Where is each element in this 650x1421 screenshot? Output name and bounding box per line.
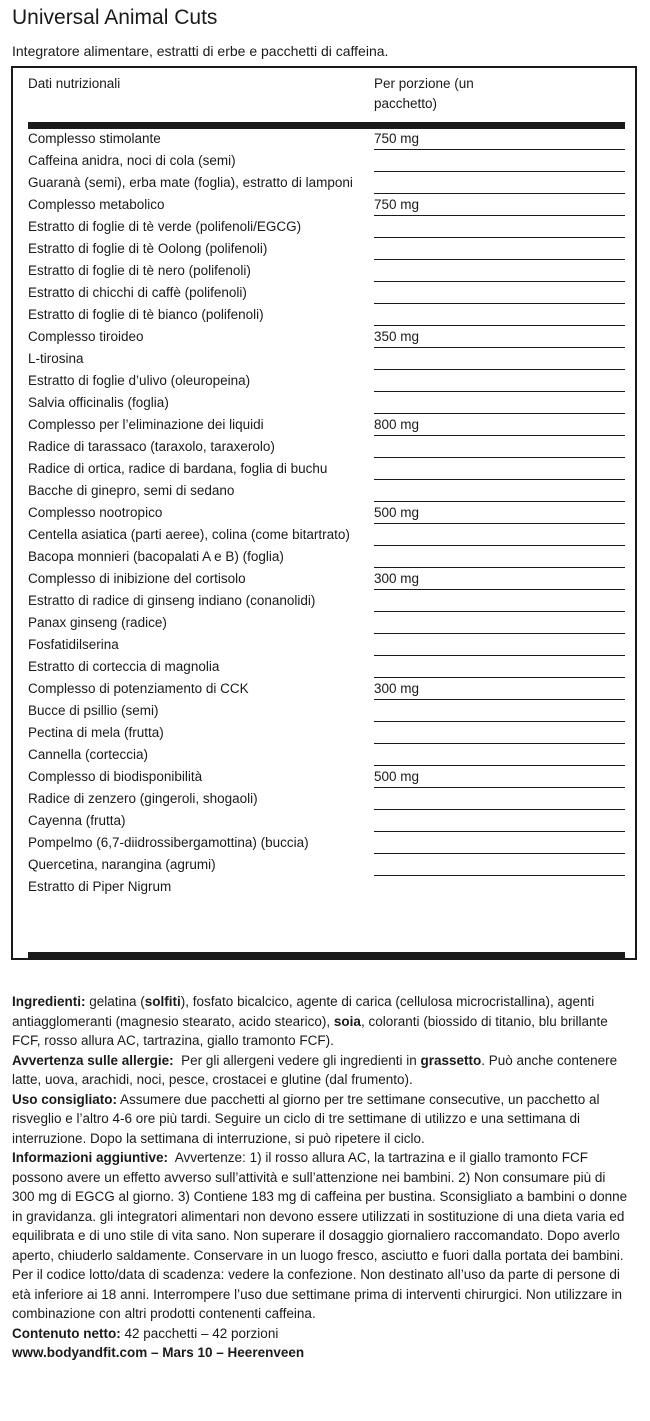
ingredient-name: Complesso per l’eliminazione dei liquidi xyxy=(28,417,264,432)
table-row xyxy=(28,634,625,656)
ingredient-name: Bacche di ginepro, semi di sedano xyxy=(28,483,235,498)
ingredient-name: Complesso metabolico xyxy=(28,197,165,212)
table-row xyxy=(28,744,625,766)
table-row xyxy=(28,810,625,832)
ingredient-amount xyxy=(374,833,625,853)
table-row xyxy=(28,480,625,502)
ingredient-name: Complesso di biodisponibilità xyxy=(28,769,203,784)
ingredient-name: Panax ginseng (radice) xyxy=(28,615,167,630)
ingredient-amount xyxy=(374,855,625,875)
additional-info-paragraph xyxy=(12,1148,630,1324)
table-row xyxy=(28,612,625,634)
address-paragraph xyxy=(12,1343,630,1363)
ingredient-name: Estratto di foglie di tè bianco (polifenoli) xyxy=(28,307,264,322)
ingredient-name: Pectina di mela (frutta) xyxy=(28,725,164,740)
table-row xyxy=(28,590,625,612)
ingredient-amount xyxy=(374,217,625,237)
ingredients-label: Ingredienti: xyxy=(12,994,86,1009)
ingredient-amount xyxy=(374,371,625,391)
ingredients-segment: ), fosfato bicalcico, agente di carica (cellulosa microcristallina), agenti antiagglomeranti (magnesio stearato, acido stearico), xyxy=(12,994,595,1029)
ingredients-segment: , coloranti (biossido di titanio, blu brillante FCF, rosso allura AC, tartrazina, giallo tramonto FCF). xyxy=(12,1013,608,1048)
ingredient-name: Pompelmo (6,7-diidrossibergamottina) (buccia) xyxy=(28,835,309,850)
allergy-bold-word: grassetto xyxy=(420,1052,482,1068)
ingredient-name: Estratto di Piper Nigrum xyxy=(28,879,172,894)
ingredient-name: Radice di tarassaco (taraxolo, taraxerolo) xyxy=(28,439,275,454)
column-header-per-serving: Per porzione (un pacchetto) xyxy=(374,76,474,111)
table-row xyxy=(28,414,625,436)
allergy-text-continued: . Può anche contenere latte, uova, arachidi, noci, pesce, crostacei e glutine (dal frumento). xyxy=(12,1052,618,1087)
allergy-paragraph xyxy=(12,1051,630,1090)
usage-paragraph xyxy=(12,1090,630,1149)
ingredient-name: Estratto di radice di ginseng indiano (conanolidi) xyxy=(28,593,316,608)
table-row xyxy=(28,260,625,282)
table-row xyxy=(28,326,625,348)
ingredient-amount xyxy=(374,239,625,259)
table-row xyxy=(28,546,625,568)
ingredient-name: Complesso di inibizione del cortisolo xyxy=(28,571,246,586)
table-row xyxy=(28,238,625,260)
ingredient-name: Caffeina anidra, noci di cola (semi) xyxy=(28,153,236,168)
ingredient-name: Estratto di foglie di tè nero (polifenoli) xyxy=(28,263,251,278)
table-row xyxy=(28,392,625,414)
ingredient-amount xyxy=(374,635,625,655)
ingredient-amount: 800 mg xyxy=(374,417,420,432)
ingredient-amount xyxy=(374,437,625,457)
company-address: www.bodyandfit.com – Mars 10 – Heerenveen xyxy=(12,1345,305,1360)
additional-info-label: Informazioni aggiuntive: xyxy=(12,1150,169,1165)
ingredients-text xyxy=(12,994,608,1048)
ingredient-name: Bacopa monnieri (bacopalati A e B) (foglia) xyxy=(28,549,284,564)
table-row xyxy=(28,722,625,744)
additional-info-text: Avvertenze: 1) il rosso allura AC, la tartrazina e il giallo tramonto FCF possono avere un effetto avverso sull’attività e sull’attenzione nei bambini. 2) Non consumare più di 300 mg di EGCG al giorno. 3) Contiene 183 mg di caffeina per bustina. Sconsigliato a bambini o donne in gravidanza. gli integratori alimentari non devono essere utilizzati in sostituzione di una dieta varia ed equilibrata e di uno stile di vita sano. Non superare il dosaggio giornaliero raccomandato. Dopo averlo aperto, chiuderlo saldamente. Conservare in un luogo fresco, asciutto e fuori dalla portata dei bambini. Per il codice lotto/data di scadenza: vedere la confezione. Non destinato all’uso da parte di persone di età inferiore ai 18 anni. Interrompere l’uso due settimane prima di interventi chirurgici. Non utilizzare in combinazione con altri prodotti contenenti caffeina. xyxy=(12,1150,631,1321)
ingredient-name: Cannella (corteccia) xyxy=(28,747,149,762)
usage-text: Assumere due pacchetti al giorno per tre settimane consecutive, un pacchetto al risveglio e l’altro 4-6 ore più tardi. Seguire un ciclo di tre settimane di utilizzo e una settimana di interruzione. Dopo la settimana di interruzione, si può ripetere il ciclo. xyxy=(12,1091,600,1146)
table-row xyxy=(28,370,625,392)
ingredient-name: Complesso tiroideo xyxy=(28,329,144,344)
net-content-text: 42 pacchetti – 42 porzioni xyxy=(120,1325,279,1341)
ingredient-name: Quercetina, narangina (agrumi) xyxy=(28,857,216,872)
ingredient-amount: 750 mg xyxy=(374,197,420,212)
page-title: Universal Animal Cuts xyxy=(12,6,218,29)
ingredient-amount: 350 mg xyxy=(374,329,420,344)
ingredient-amount xyxy=(374,393,625,413)
ingredient-amount xyxy=(374,173,625,193)
table-row xyxy=(28,524,625,546)
ingredient-amount xyxy=(374,283,625,303)
usage-label: Uso consigliato: xyxy=(12,1091,118,1107)
ingredient-amount xyxy=(374,547,625,567)
ingredient-amount xyxy=(374,745,625,765)
ingredient-amount: 750 mg xyxy=(374,131,420,146)
footer-divider xyxy=(28,952,625,959)
ingredient-name: Salvia officinalis (foglia) xyxy=(28,395,169,410)
ingredient-name: Estratto di corteccia di magnolia xyxy=(28,659,220,674)
table-row xyxy=(28,216,625,238)
table-row xyxy=(28,304,625,326)
table-row xyxy=(28,766,625,788)
table-row xyxy=(28,832,625,854)
ingredient-amount xyxy=(374,701,625,721)
ingredient-amount xyxy=(374,657,625,677)
ingredient-name: Estratto di foglie d’ulivo (oleuropeina) xyxy=(28,373,251,388)
ingredient-amount xyxy=(374,459,625,479)
ingredient-name: Estratto di foglie di tè Oolong (polifenoli) xyxy=(28,241,268,256)
table-row xyxy=(28,788,625,810)
ingredient-name: Centella asiatica (parti aeree), colina (come bitartrato) xyxy=(28,527,350,542)
table-row xyxy=(28,348,625,370)
ingredient-amount xyxy=(374,811,625,831)
ingredient-name: Fosfatidilserina xyxy=(28,637,119,652)
ingredient-amount xyxy=(374,481,625,501)
nutrition-table xyxy=(11,66,637,960)
ingredient-amount xyxy=(374,305,625,325)
product-information xyxy=(12,992,630,1363)
ingredient-amount xyxy=(374,525,625,545)
allergen-highlight: soia xyxy=(333,1013,361,1029)
net-content-paragraph xyxy=(12,1324,630,1344)
table-row xyxy=(28,128,625,150)
column-header-nutrition: Dati nutrizionali xyxy=(28,76,121,91)
ingredient-name: Cayenna (frutta) xyxy=(28,813,126,828)
ingredient-amount xyxy=(374,789,625,809)
allergy-label: Avvertenza sulle allergie: xyxy=(12,1052,174,1068)
ingredient-amount: 300 mg xyxy=(374,681,420,696)
table-row xyxy=(28,458,625,480)
ingredient-amount xyxy=(374,723,625,743)
nutrition-rows xyxy=(28,128,625,898)
ingredient-amount: 500 mg xyxy=(374,505,420,520)
ingredient-amount: 500 mg xyxy=(374,769,420,784)
ingredients-segment: gelatina ( xyxy=(85,994,145,1009)
table-row xyxy=(28,700,625,722)
table-row xyxy=(28,854,625,876)
ingredients-paragraph xyxy=(12,992,630,1051)
table-row xyxy=(28,678,625,700)
table-row xyxy=(28,150,625,172)
table-row xyxy=(28,172,625,194)
ingredient-name: L-tirosina xyxy=(28,351,84,366)
ingredient-name: Complesso di potenziamento di CCK xyxy=(28,681,249,696)
ingredient-amount xyxy=(374,877,625,897)
ingredient-amount xyxy=(374,151,625,171)
table-row xyxy=(28,502,625,524)
ingredient-name: Guaranà (semi), erba mate (foglia), estratto di lamponi xyxy=(28,175,353,190)
ingredient-name: Radice di zenzero (gingeroli, shogaoli) xyxy=(28,791,258,806)
table-row xyxy=(28,876,625,898)
ingredient-amount xyxy=(374,591,625,611)
ingredient-amount xyxy=(374,613,625,633)
table-row xyxy=(28,436,625,458)
ingredient-name: Bucce di psillio (semi) xyxy=(28,703,159,718)
ingredient-amount xyxy=(374,349,625,369)
ingredient-amount xyxy=(374,261,625,281)
table-row xyxy=(28,656,625,678)
ingredient-name: Estratto di chicchi di caffè (polifenoli) xyxy=(28,285,247,300)
table-row xyxy=(28,194,625,216)
ingredient-name: Complesso stimolante xyxy=(28,131,161,146)
ingredient-name: Radice di ortica, radice di bardana, foglia di buchu xyxy=(28,461,328,476)
allergen-highlight: solfiti xyxy=(144,994,181,1009)
table-row xyxy=(28,282,625,304)
ingredient-amount: 300 mg xyxy=(374,571,420,586)
table-row xyxy=(28,568,625,590)
allergy-text: Per gli allergeni vedere gli ingredienti in xyxy=(173,1052,421,1068)
ingredient-name: Estratto di foglie di tè verde (polifenoli/EGCG) xyxy=(28,219,302,234)
product-subtitle: Integratore alimentare, estratti di erbe e pacchetti di caffeina. xyxy=(12,43,389,59)
net-content-label: Contenuto netto: xyxy=(12,1325,121,1341)
ingredient-name: Complesso nootropico xyxy=(28,505,163,520)
